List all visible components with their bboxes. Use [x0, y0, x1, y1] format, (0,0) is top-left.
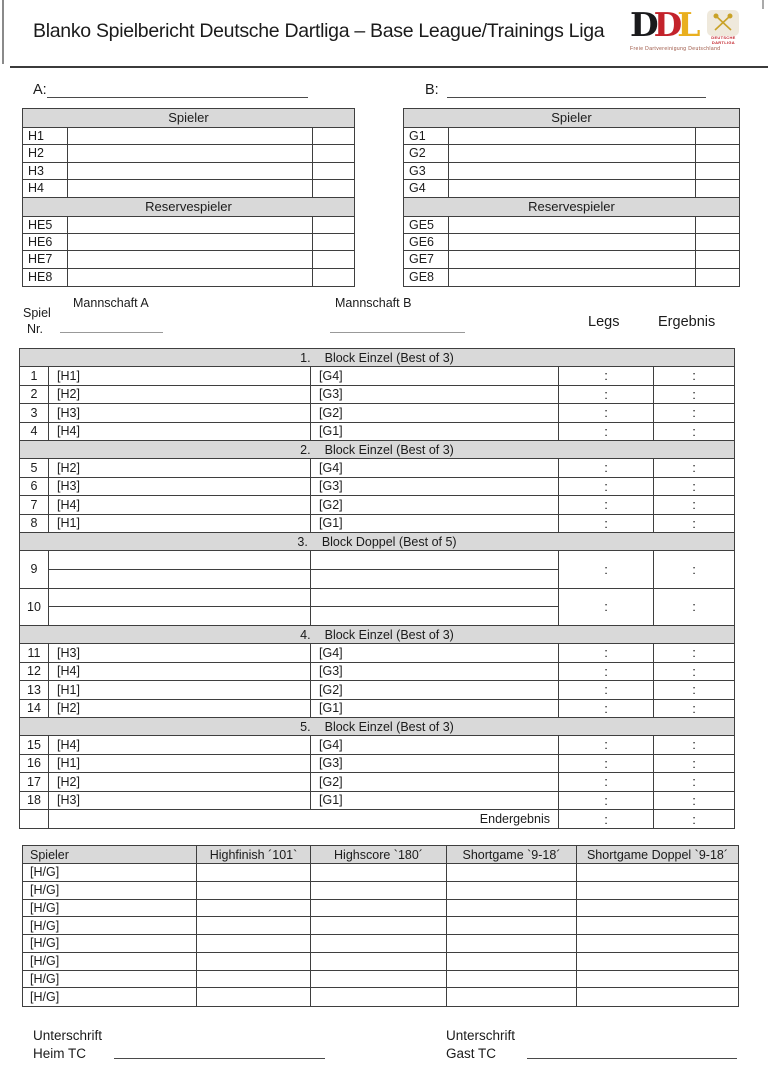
- stats-value-cell[interactable]: [311, 988, 447, 1006]
- roster-row: [23, 180, 354, 197]
- stats-player-label: [H/G]: [23, 988, 197, 1006]
- block-header: [20, 349, 734, 367]
- heim-signature-line[interactable]: [114, 1058, 325, 1059]
- roster-table-guest: [403, 108, 740, 287]
- match-number: 2: [20, 386, 49, 404]
- home-player-cell[interactable]: [H4]: [49, 423, 311, 441]
- stats-value-cell[interactable]: [447, 882, 577, 899]
- guest-player-cell[interactable]: [G2]: [311, 404, 559, 422]
- block-title: Block Doppel (Best of 5): [321, 534, 457, 549]
- ergebnis-cell[interactable]: :: [692, 755, 696, 771]
- darts-emblem: [705, 8, 741, 45]
- legs-cell[interactable]: :: [559, 644, 654, 662]
- stats-value-cell[interactable]: [447, 864, 577, 881]
- match-row: [20, 496, 734, 515]
- block-number: 3.: [297, 534, 308, 549]
- match-number: 11: [20, 644, 49, 662]
- stats-value-cell[interactable]: [577, 953, 738, 970]
- player-code-label: H1: [23, 128, 68, 144]
- roster-row: [23, 163, 354, 180]
- home-player-cell[interactable]: [H4]: [49, 736, 311, 754]
- ergebnis-column-label: Ergebnis: [658, 314, 716, 330]
- stats-player-label: [H/G]: [23, 917, 197, 934]
- player-name-field[interactable]: [68, 251, 313, 267]
- player-code-label: G1: [404, 128, 449, 144]
- player-extra-field[interactable]: [696, 163, 739, 179]
- match-number: 16: [20, 755, 49, 773]
- legs-cell[interactable]: :: [559, 773, 654, 791]
- stats-value-cell[interactable]: [197, 864, 311, 881]
- match-row: [20, 792, 734, 811]
- player-code-label: HE5: [23, 217, 68, 233]
- stats-value-cell[interactable]: [447, 935, 577, 952]
- home-player-cell[interactable]: [H1]: [49, 515, 311, 533]
- stats-value-cell[interactable]: [311, 900, 447, 917]
- stats-row: [23, 882, 738, 900]
- stats-row: [23, 917, 738, 935]
- roster-row: [404, 217, 739, 234]
- legs-cell[interactable]: :: [559, 755, 654, 773]
- stats-player-label: [H/G]: [23, 935, 197, 952]
- match-row: [20, 700, 734, 719]
- reservespieler-header: Reservespieler: [23, 198, 354, 217]
- match-number: 7: [20, 496, 49, 514]
- guest-player-cell[interactable]: [G1]: [311, 515, 559, 533]
- stats-value-cell[interactable]: [197, 988, 311, 1006]
- stats-value-cell[interactable]: [197, 935, 311, 952]
- player-extra-field[interactable]: [313, 145, 354, 161]
- doppel-pair-line: [49, 589, 558, 608]
- player-code-label: G4: [404, 180, 449, 196]
- ergebnis-cell[interactable]: :: [692, 663, 696, 679]
- legs-cell[interactable]: :: [559, 736, 654, 754]
- match-number: 13: [20, 681, 49, 699]
- doppel-home-player-line[interactable]: [49, 589, 311, 607]
- player-extra-field[interactable]: [313, 217, 354, 233]
- stats-value-cell[interactable]: [447, 971, 577, 988]
- guest-player-cell[interactable]: [G3]: [311, 386, 559, 404]
- guest-player-cell[interactable]: [G2]: [311, 496, 559, 514]
- stats-row: [23, 953, 738, 971]
- legs-column-label: Legs: [588, 314, 620, 330]
- roster-table-home: [22, 108, 355, 287]
- ergebnis-cell[interactable]: :: [692, 792, 696, 808]
- player-extra-field[interactable]: [313, 269, 354, 286]
- legs-cell[interactable]: :: [559, 515, 654, 533]
- endergebnis-label: Endergebnis: [49, 810, 559, 828]
- roster-row: [23, 217, 354, 234]
- ergebnis-cell[interactable]: :: [692, 460, 696, 476]
- guest-player-cell[interactable]: [G4]: [311, 736, 559, 754]
- home-player-cell[interactable]: [H1]: [49, 755, 311, 773]
- ddl-logo-letters: [630, 5, 696, 44]
- roster-row: [23, 251, 354, 268]
- ergebnis-cell[interactable]: :: [692, 737, 696, 753]
- mannschaft-b-label: Mannschaft B: [335, 296, 412, 310]
- team-b-label: B:: [425, 82, 439, 98]
- player-name-field[interactable]: [68, 217, 313, 233]
- match-number: 12: [20, 663, 49, 681]
- match-row: [20, 459, 734, 478]
- legs-cell[interactable]: :: [559, 459, 654, 477]
- match-row: [20, 404, 734, 423]
- doppel-match-row: [20, 551, 734, 589]
- home-player-cell[interactable]: [H3]: [49, 478, 311, 496]
- stats-value-cell[interactable]: [197, 953, 311, 970]
- roster-row: [404, 145, 739, 162]
- mannschaft-a-label: Mannschaft A: [73, 296, 149, 310]
- player-extra-field[interactable]: [313, 163, 354, 179]
- stats-player-label: [H/G]: [23, 900, 197, 917]
- player-code-label: G3: [404, 163, 449, 179]
- legs-cell[interactable]: :: [559, 386, 654, 404]
- stats-row: [23, 935, 738, 953]
- match-row: [20, 773, 734, 792]
- badge-text-line2: DARTLIGA: [711, 39, 735, 45]
- block-title: Block Einzel (Best of 3): [324, 627, 454, 642]
- ergebnis-cell[interactable]: :: [692, 405, 696, 421]
- player-name-field[interactable]: [449, 217, 696, 233]
- team-a-label: A:: [33, 82, 47, 98]
- player-extra-field[interactable]: [696, 251, 739, 267]
- match-number: 3: [20, 404, 49, 422]
- ergebnis-cell[interactable]: :: [692, 386, 696, 402]
- home-player-cell[interactable]: [H4]: [49, 496, 311, 514]
- doppel-guest-player-line[interactable]: [311, 589, 558, 607]
- match-number: 17: [20, 773, 49, 791]
- match-row: [20, 367, 734, 386]
- doppel-home-player-line[interactable]: [49, 551, 311, 569]
- stats-row: [23, 971, 738, 989]
- stats-value-cell[interactable]: [577, 864, 738, 881]
- unterschrift-gast-label: Unterschrift: [446, 1028, 516, 1043]
- spieler-header: Spieler: [23, 109, 354, 128]
- stats-value-cell[interactable]: [577, 988, 738, 1006]
- guest-player-cell[interactable]: [G2]: [311, 681, 559, 699]
- legs-cell[interactable]: :: [559, 478, 654, 496]
- player-extra-field[interactable]: [696, 234, 739, 250]
- stats-value-cell[interactable]: [197, 900, 311, 917]
- legs-cell[interactable]: :: [559, 663, 654, 681]
- match-number: 18: [20, 792, 49, 810]
- ergebnis-cell[interactable]: :: [692, 515, 696, 531]
- ergebnis-cell[interactable]: :: [692, 599, 696, 615]
- doppel-guest-player-line[interactable]: [311, 570, 558, 588]
- player-extra-field[interactable]: [696, 217, 739, 233]
- home-player-cell[interactable]: [H3]: [49, 792, 311, 810]
- roster-row: [23, 145, 354, 162]
- form-title: Blanko Spielbericht Deutsche Dartliga – Base League/Trainings Liga: [33, 20, 605, 42]
- match-table-caption-row: [0, 294, 768, 348]
- endergebnis-row: [20, 810, 734, 828]
- spieler-header: Spieler: [404, 109, 739, 128]
- stats-value-cell[interactable]: [311, 935, 447, 952]
- block-title: Block Einzel (Best of 3): [324, 350, 454, 365]
- page-edge-mark-right: [762, 0, 764, 9]
- stats-row: [23, 988, 738, 1006]
- logo-letter-l: L: [677, 5, 696, 44]
- legs-cell[interactable]: :: [559, 792, 654, 810]
- stats-player-label: [H/G]: [23, 882, 197, 899]
- logo-letter-d1: D: [630, 5, 654, 44]
- stats-value-cell[interactable]: [197, 971, 311, 988]
- doppel-pair-line: [49, 551, 558, 570]
- ddl-logo: [630, 5, 760, 52]
- stats-player-label: [H/G]: [23, 953, 197, 970]
- player-extra-field[interactable]: [313, 251, 354, 267]
- player-name-field[interactable]: [449, 145, 696, 161]
- logo-letter-d2: D: [653, 5, 678, 44]
- block-header: [20, 718, 734, 736]
- player-name-field[interactable]: [68, 145, 313, 161]
- guest-player-cell[interactable]: [G4]: [311, 459, 559, 477]
- match-number: 1: [20, 367, 49, 385]
- home-player-cell[interactable]: [H2]: [49, 700, 311, 718]
- match-row: [20, 386, 734, 405]
- stats-value-cell[interactable]: [447, 900, 577, 917]
- player-code-label: HE7: [23, 251, 68, 267]
- block-number: 4.: [300, 627, 311, 642]
- ergebnis-cell[interactable]: :: [692, 423, 696, 439]
- spiel-label: Spiel: [23, 306, 51, 320]
- stats-header-cell: Highscore `180´: [311, 846, 447, 863]
- player-extra-field[interactable]: [313, 128, 354, 144]
- legs-cell[interactable]: :: [559, 404, 654, 422]
- unterschrift-heim-label: Unterschrift: [33, 1028, 103, 1043]
- ergebnis-cell[interactable]: :: [692, 561, 696, 577]
- player-extra-field[interactable]: [313, 180, 354, 196]
- doppel-pairs-area: [49, 589, 559, 626]
- player-name-field[interactable]: [449, 128, 696, 144]
- player-name-field[interactable]: [449, 269, 696, 286]
- header-divider: [10, 66, 768, 68]
- match-number: 4: [20, 423, 49, 441]
- reservespieler-header: Reservespieler: [404, 198, 739, 217]
- player-code-label: GE7: [404, 251, 449, 267]
- stats-value-cell[interactable]: [311, 953, 447, 970]
- guest-player-cell[interactable]: [G3]: [311, 755, 559, 773]
- guest-player-cell[interactable]: [G4]: [311, 367, 559, 385]
- crossed-darts-icon: [707, 10, 739, 36]
- stats-value-cell[interactable]: [311, 864, 447, 881]
- block-number: 1.: [300, 350, 311, 365]
- doppel-home-player-line[interactable]: [49, 607, 311, 625]
- team-a-name-line[interactable]: [47, 97, 308, 98]
- stats-value-cell[interactable]: [577, 917, 738, 934]
- roster-row: [404, 163, 739, 180]
- player-extra-field[interactable]: [696, 269, 739, 286]
- stats-player-label: [H/G]: [23, 864, 197, 881]
- ergebnis-cell[interactable]: :: [692, 478, 696, 494]
- home-player-cell[interactable]: [H2]: [49, 386, 311, 404]
- doppel-home-player-line[interactable]: [49, 570, 311, 588]
- legs-cell[interactable]: :: [559, 681, 654, 699]
- roster-row: [404, 234, 739, 251]
- guest-player-cell[interactable]: [G4]: [311, 644, 559, 662]
- guest-player-cell[interactable]: [G3]: [311, 663, 559, 681]
- player-extra-field[interactable]: [696, 180, 739, 196]
- stats-player-label: [H/G]: [23, 971, 197, 988]
- legs-cell[interactable]: :: [559, 423, 654, 441]
- stats-value-cell[interactable]: [311, 971, 447, 988]
- ergebnis-cell[interactable]: :: [692, 700, 696, 716]
- match-number: 8: [20, 515, 49, 533]
- roster-row: [23, 269, 354, 286]
- heim-tc-label: Heim TC: [33, 1046, 87, 1061]
- player-name-field[interactable]: [449, 163, 696, 179]
- ergebnis-cell[interactable]: :: [692, 774, 696, 790]
- stats-value-cell[interactable]: [577, 971, 738, 988]
- mannschaft-b-line[interactable]: [330, 332, 465, 333]
- match-row: [20, 755, 734, 774]
- block-header: [20, 626, 734, 644]
- block-header: [20, 441, 734, 459]
- mannschaft-a-line[interactable]: [60, 332, 163, 333]
- page-edge-mark-left: [2, 0, 4, 64]
- match-row: [20, 644, 734, 663]
- match-table: [19, 348, 735, 829]
- stats-row: [23, 900, 738, 918]
- stats-row: [23, 864, 738, 882]
- roster-row: [404, 128, 739, 145]
- badge-text-line1: DEUTSCHE: [711, 35, 736, 40]
- legs-cell[interactable]: :: [559, 496, 654, 514]
- nr-label: Nr.: [27, 322, 43, 336]
- guest-player-cell[interactable]: [G1]: [311, 423, 559, 441]
- roster-row: [404, 251, 739, 268]
- player-code-label: HE8: [23, 269, 68, 286]
- stats-header-cell: Highfinish ´101`: [197, 846, 311, 863]
- roster-row: [23, 128, 354, 145]
- ergebnis-cell[interactable]: :: [692, 368, 696, 384]
- logo-tagline: Freie Dartvereinigung Deutschland: [630, 46, 721, 52]
- doppel-pair-line: [49, 570, 558, 588]
- team-b-name-line[interactable]: [447, 97, 706, 98]
- player-code-label: H3: [23, 163, 68, 179]
- match-row: [20, 423, 734, 442]
- ergebnis-cell[interactable]: :: [692, 682, 696, 698]
- player-code-label: GE8: [404, 269, 449, 286]
- doppel-pair-line: [49, 607, 558, 625]
- ergebnis-cell[interactable]: :: [692, 497, 696, 513]
- home-player-cell[interactable]: [H1]: [49, 681, 311, 699]
- doppel-guest-player-line[interactable]: [311, 551, 558, 569]
- match-number: 6: [20, 478, 49, 496]
- stats-header-cell: Shortgame `9-18´: [447, 846, 577, 863]
- match-row: [20, 736, 734, 755]
- player-extra-field[interactable]: [313, 234, 354, 250]
- player-extra-field[interactable]: [696, 128, 739, 144]
- ergebnis-cell[interactable]: :: [692, 811, 696, 827]
- block-title: Block Einzel (Best of 3): [324, 719, 454, 734]
- match-row: [20, 515, 734, 534]
- player-name-field[interactable]: [68, 234, 313, 250]
- legs-cell[interactable]: :: [559, 367, 654, 385]
- player-code-label: H2: [23, 145, 68, 161]
- stats-value-cell[interactable]: [311, 882, 447, 899]
- stats-header-row: [23, 846, 738, 864]
- ergebnis-cell[interactable]: :: [692, 645, 696, 661]
- player-name-field[interactable]: [68, 128, 313, 144]
- stats-value-cell[interactable]: [197, 917, 311, 934]
- doppel-match-row: [20, 589, 734, 627]
- match-number: 15: [20, 736, 49, 754]
- gast-signature-line[interactable]: [527, 1058, 737, 1059]
- stats-header-cell: Spieler: [23, 846, 197, 863]
- player-code-label: GE6: [404, 234, 449, 250]
- legs-cell[interactable]: :: [559, 700, 654, 718]
- doppel-pairs-area: [49, 551, 559, 588]
- guest-player-cell[interactable]: [G1]: [311, 792, 559, 810]
- stats-value-cell[interactable]: [447, 917, 577, 934]
- match-number: 10: [20, 589, 49, 626]
- block-number: 2.: [300, 442, 311, 457]
- stats-value-cell[interactable]: [577, 882, 738, 899]
- player-name-field[interactable]: [449, 180, 696, 196]
- match-row: [20, 478, 734, 497]
- roster-row: [404, 180, 739, 197]
- stats-table: [22, 845, 739, 1007]
- player-code-label: G2: [404, 145, 449, 161]
- stats-value-cell[interactable]: [577, 900, 738, 917]
- player-code-label: GE5: [404, 217, 449, 233]
- home-player-cell[interactable]: [H1]: [49, 367, 311, 385]
- player-name-field[interactable]: [68, 163, 313, 179]
- doppel-guest-player-line[interactable]: [311, 607, 558, 625]
- match-number: 14: [20, 700, 49, 718]
- home-player-cell[interactable]: [H4]: [49, 663, 311, 681]
- home-player-cell[interactable]: [H2]: [49, 773, 311, 791]
- block-number: 5.: [300, 719, 311, 734]
- home-player-cell[interactable]: [H3]: [49, 404, 311, 422]
- player-code-label: HE6: [23, 234, 68, 250]
- roster-row: [404, 269, 739, 286]
- gast-tc-label: Gast TC: [446, 1046, 497, 1061]
- match-row: [20, 681, 734, 700]
- match-number: 9: [20, 551, 49, 588]
- player-name-field[interactable]: [68, 269, 313, 286]
- stats-header-cell: Shortgame Doppel `9-18´: [586, 847, 729, 862]
- home-player-cell[interactable]: [H2]: [49, 459, 311, 477]
- stats-value-cell[interactable]: [311, 917, 447, 934]
- player-name-field[interactable]: [449, 234, 696, 250]
- player-name-field[interactable]: [68, 180, 313, 196]
- player-name-field[interactable]: [449, 251, 696, 267]
- guest-player-cell[interactable]: [G1]: [311, 700, 559, 718]
- stats-value-cell[interactable]: [197, 882, 311, 899]
- block-title: Block Einzel (Best of 3): [324, 442, 454, 457]
- roster-row: [23, 234, 354, 251]
- home-player-cell[interactable]: [H3]: [49, 644, 311, 662]
- guest-player-cell[interactable]: [G3]: [311, 478, 559, 496]
- stats-value-cell[interactable]: [577, 935, 738, 952]
- match-number: 5: [20, 459, 49, 477]
- match-row: [20, 663, 734, 682]
- match-number: [20, 810, 49, 828]
- stats-value-cell[interactable]: [447, 988, 577, 1006]
- stats-value-cell[interactable]: [447, 953, 577, 970]
- block-header: [20, 533, 734, 551]
- legs-cell[interactable]: :: [559, 810, 654, 828]
- legs-cell[interactable]: :: [559, 589, 654, 626]
- legs-cell[interactable]: :: [559, 551, 654, 588]
- guest-player-cell[interactable]: [G2]: [311, 773, 559, 791]
- player-extra-field[interactable]: [696, 145, 739, 161]
- player-code-label: H4: [23, 180, 68, 196]
